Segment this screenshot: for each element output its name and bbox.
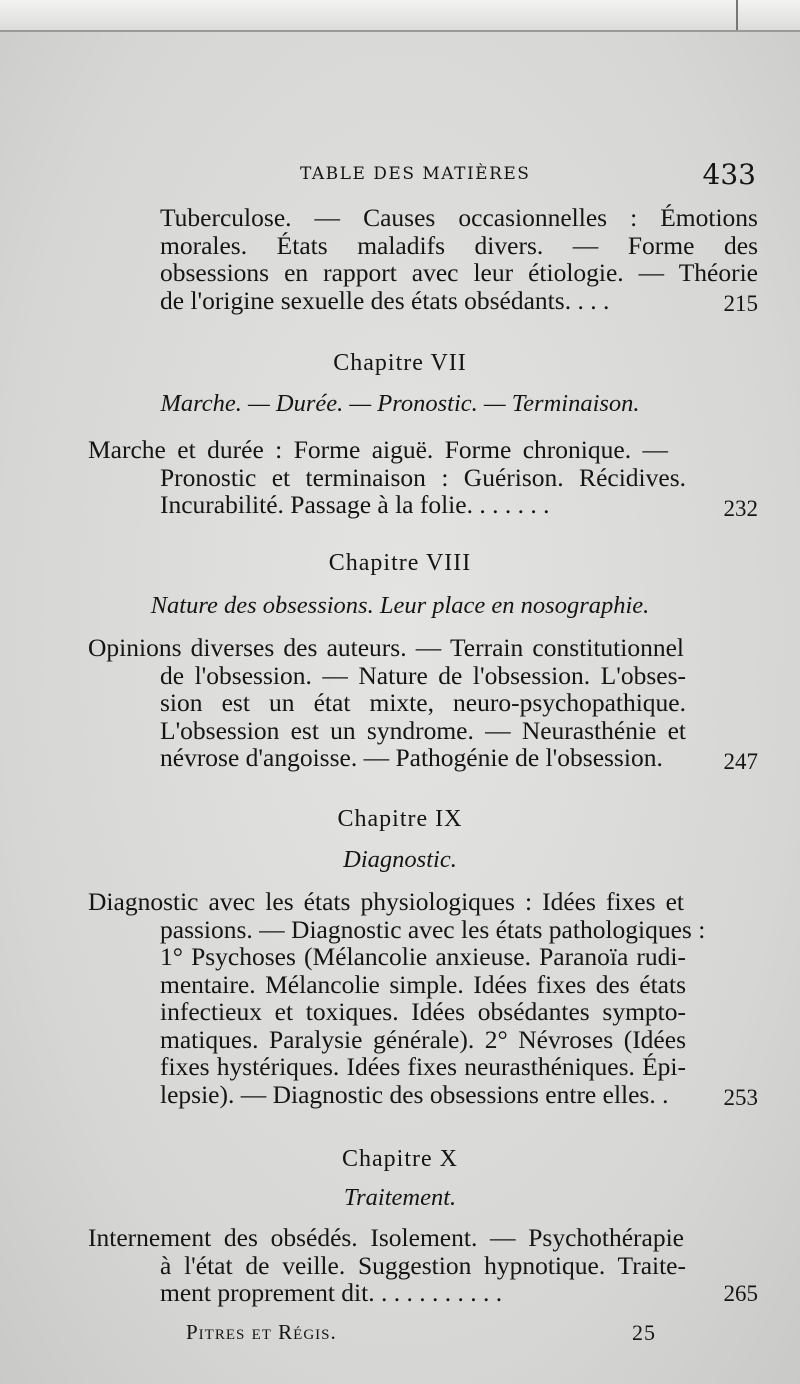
entry-line: Tuberculose. — Causes occasionnelles : Émotions — [160, 203, 758, 232]
entry-line: mentaire. Mélancolie simple. Idées fixes des états — [160, 969, 686, 999]
toc-entry — [88, 436, 758, 519]
entry-line: Internement des obsédés. Isolement. — Psychothérapie — [88, 1223, 684, 1252]
entry-line: de l'obsession. — Nature de l'obsession. L'obses- — [160, 660, 686, 690]
entry-line: passions. — Diagnostic avec les états pathologiques : — [160, 914, 706, 944]
toc-entry — [88, 1224, 758, 1307]
toc-entry — [88, 634, 758, 772]
entry-line: infectieux et toxiques. Idées obsédantes sympto- — [160, 997, 686, 1026]
running-title: TABLE DES MATIÈRES — [300, 164, 531, 184]
entry-line: sion est un état mixte, neuro-psychopathique. — [160, 688, 686, 717]
entry-line: obsessions en rapport avec leur étiologie. — Théorie — [160, 258, 758, 287]
entry-page-ref: 232 — [723, 496, 758, 521]
entry-page-ref: 215 — [723, 291, 758, 316]
running-header — [0, 160, 800, 200]
entry-line: lepsie). — Diagnostic des obsessions entre elles. . — [160, 1079, 669, 1109]
entry-line: Diagnostic avec les états physiologiques : Idées fixes et — [88, 887, 684, 916]
page-top-edge — [0, 0, 800, 32]
signature-mark: 25 — [632, 1320, 656, 1345]
chapter-heading: Chapitre VII — [333, 350, 467, 376]
entry-line: Pronostic et terminaison : Guérison. Récidives. — [160, 462, 686, 492]
entry-line: L'obsession est un syndrome. — Neurasthénie et — [160, 715, 686, 745]
chapter-heading: Chapitre X — [342, 1146, 458, 1172]
entry-page-ref: 247 — [723, 749, 758, 774]
chapter-subtitle: Marche. — Durée. — Pronostic. — Terminaison. — [160, 390, 640, 417]
entry-line: ment proprement dit. . . . . . . . . . . — [160, 1278, 503, 1307]
entry-line: Incurabilité. Passage à la folie. . . . . . . — [160, 490, 550, 519]
toc-entry — [160, 204, 758, 314]
entry-page-ref: 253 — [723, 1085, 758, 1110]
page-footer — [186, 1320, 656, 1345]
entry-line: Marche et durée : Forme aiguë. Forme chronique. — — [88, 435, 668, 464]
entry-line: à l'état de veille. Suggestion hypnotique. Traite- — [160, 1250, 686, 1280]
chapter-heading: Chapitre VIII — [328, 550, 472, 576]
footer-authors: Pitres et Régis. — [186, 1320, 337, 1344]
entry-line: 1° Psychoses (Mélancolie anxieuse. Paranoïa rudi- — [160, 942, 686, 971]
chapter-subtitle: Traitement. — [343, 1184, 457, 1211]
chapter-subtitle: Nature des obsessions. Leur place en nosographie. — [150, 592, 650, 619]
entry-line: fixes hystériques. Idées fixes neurasthéniques. Épi- — [160, 1052, 686, 1081]
chapter-heading: Chapitre IX — [337, 806, 463, 832]
entry-line: névrose d'angoisse. — Pathogénie de l'obsession. — [160, 743, 663, 772]
entry-line: de l'origine sexuelle des états obsédants. . . . — [160, 285, 610, 315]
chapter-subtitle: Diagnostic. — [343, 846, 457, 873]
entry-line: Opinions diverses des auteurs. — Terrain constitutionnel — [88, 633, 684, 662]
entry-line: morales. États maladifs divers. — Forme des — [160, 230, 758, 260]
entry-page-ref: 265 — [723, 1281, 758, 1306]
toc-entry — [88, 888, 758, 1108]
page-number: 433 — [702, 158, 756, 191]
entry-line: matiques. Paralysie générale). 2° Névroses (Idées — [160, 1024, 686, 1054]
